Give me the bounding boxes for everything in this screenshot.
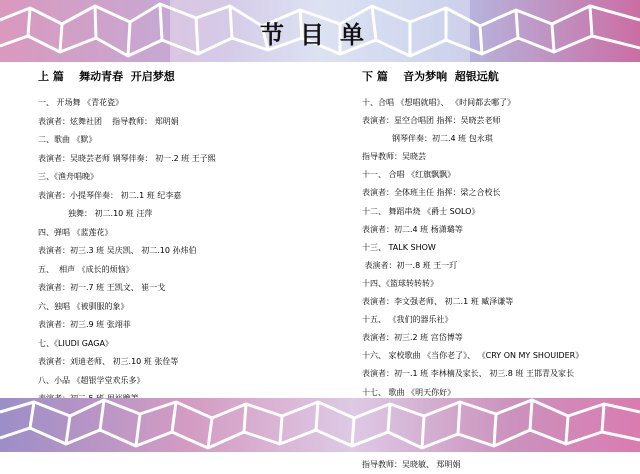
program-line: 表演者：初一.8 班 王一玎 (362, 260, 458, 270)
second-half-heading: 下 篇 音为梦响 超银远航 (362, 70, 499, 83)
program-line: 十二、 舞蹈串烧 《爵士 SOLO》 (362, 206, 480, 216)
page-title: 节目单 (260, 21, 380, 49)
program-line: 十、合唱 《想唱就唱》、 《时间都去哪了》 (362, 98, 516, 107)
program-line: 表演者：初二.4 班 杨潇璐等 (362, 224, 463, 234)
program-line: 五、 相声 《成长的烦恼》 (38, 264, 134, 274)
program-line: 指导教师：吴晓芸 (362, 152, 426, 162)
program-line: 钢琴伴奏：初二.4 班 包永琪 (392, 134, 493, 144)
program-line: 八、小品 《超银学堂欢乐多》 (38, 375, 145, 385)
program-line: 十一、 合唱 《红旗飘飘》 (362, 170, 456, 180)
program-line: 表演者：星空合唱团 指挥：吴晓芸老师 (362, 116, 501, 126)
first-half-program (38, 68, 333, 446)
program-line: 表演者：刘迪老师、 初三.10 班 张佺等 (38, 357, 179, 366)
program-line: 表演者：初三.3 班 吴庆凯、 初二.10 孙炜伯 (38, 246, 197, 255)
program-line: 一、 开场舞 《青花瓷》 (38, 98, 124, 107)
program-line: 四、弹唱 《蓝莲花》 (38, 227, 113, 237)
program-line: 七、《LIUDI GAGA》 (38, 338, 113, 348)
program-line: 表演者：初三.9 班 张翊菲 (38, 320, 131, 329)
program-line: 表演者：全体班主任 指挥：梁之合校长 (362, 188, 501, 198)
program-line: 表演者：炫舞社团 指导教师： 郑明娟 (38, 116, 179, 126)
program-line: 独舞： 初二.10 班 汪萍 (68, 209, 153, 218)
program-line: 三、《渔舟唱晚》 (38, 172, 98, 181)
program-line: 十六、 家校歌曲 《当你老了》、 《CRY ON MY SHOUIDER》 (362, 351, 584, 361)
program-line: 十五、 《我们的器乐社》 (362, 315, 453, 325)
first-half-heading: 上 篇 舞动青春 开启梦想 (38, 70, 175, 83)
program-line: 表演者：小提琴伴奏： 初二.1 班 纪李嘉 (38, 190, 182, 200)
program-line: 表演者：初三.2 班 宫岱博等 (362, 333, 463, 343)
program-line: 二、歌曲 《默》 (38, 135, 97, 144)
program-line: 十三、 TALK SHOW (362, 242, 436, 252)
first-half-list (38, 94, 333, 446)
program-line: 表演者：吴晓芸老师 钢琴伴奏： 初一.2 班 王子熙 (38, 153, 216, 163)
program-line: 表演者：初一.1 班 李林楠及家长、 初三.8 班 王邯青及家长 (362, 369, 574, 379)
program-line: 十七、 歌曲 《明天你好》 (362, 387, 456, 397)
program-line: 六、独唱 《被驯服的象》 (38, 301, 129, 311)
program-line: 指导教师：吴晓敏、 郑明娟 (362, 459, 461, 469)
program-line: 十四、《篮球转转转》 (362, 278, 438, 288)
program-line: 表演者：初一.7 班 王凯文、 崔一戈 (38, 283, 166, 292)
program-line: 表演者：李文强老师、 初二.1 班 臧泽谦等 (362, 297, 514, 307)
bottom-decorative-band (0, 398, 640, 452)
